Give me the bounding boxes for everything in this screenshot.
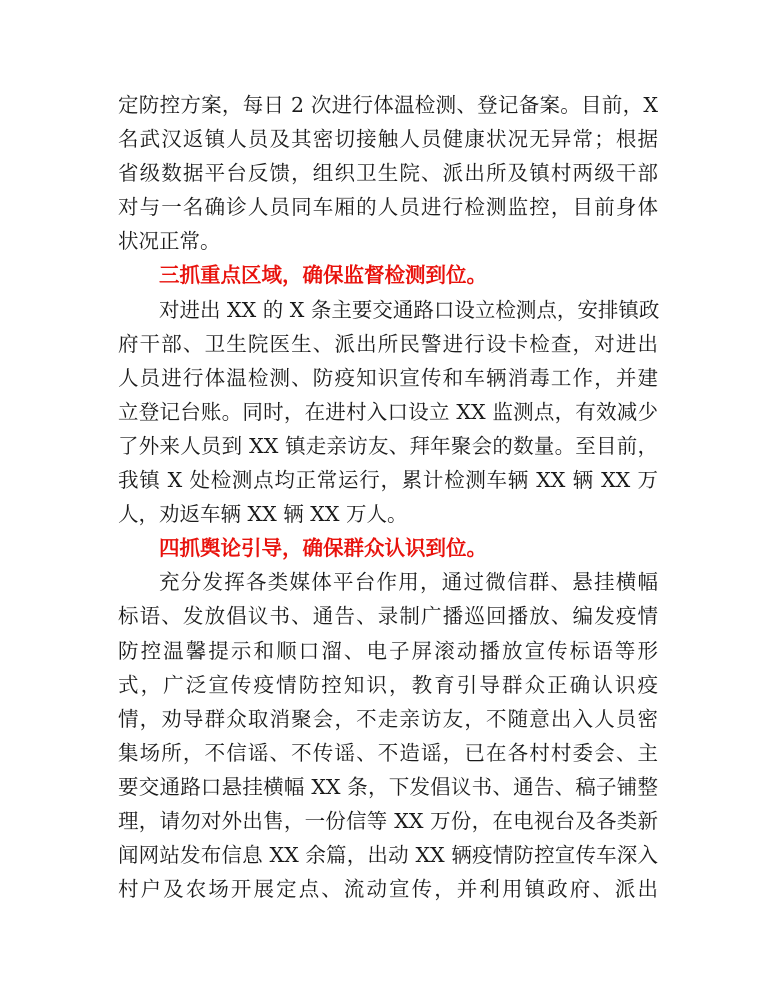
paragraph-line: 了外来人员到 XX 镇走亲访友、拜年聚会的数量。至目前， [118,433,658,458]
paragraph-line: 理，请勿对外出售，一份信等 XX 万份，在电视台及各类新 [118,808,658,833]
paragraph-line: 防控温馨提示和顺口溜、电子屏滚动播放宣传标语等形 [118,638,658,663]
paragraph-line: 府干部、卫生院医生、派出所民警进行设卡检查，对进出 [118,331,658,356]
paragraph-line: 村户及农场开展定点、流动宣传，并利用镇政府、派出 [118,877,658,902]
paragraph-line: 人，劝返车辆 XX 辆 XX 万人。 [118,502,408,527]
paragraph-line: 情，劝导群众取消聚会，不走亲访友，不随意出入人员密 [118,706,658,731]
paragraph-line: 闻网站发布信息 XX 余篇，出动 XX 辆疫情防控宣传车深入 [118,843,658,868]
document-body [118,88,658,906]
paragraph-line: 省级数据平台反馈，组织卫生院、派出所及镇村两级干部 [118,161,658,186]
section-heading-4: 四抓舆论引导，确保群众认识到位。 [159,536,487,561]
paragraph-line: 名武汉返镇人员及其密切接触人员健康状况无异常；根据 [118,127,658,152]
paragraph-line: 立登记台账。同时，在进村入口设立 XX 监测点，有效减少 [118,399,658,424]
paragraph-line: 要交通路口悬挂横幅 XX 条，下发倡议书、通告、稿子铺整 [118,774,658,799]
paragraph-line: 状况正常。 [118,229,221,254]
paragraph-line: 式，广泛宣传疫情防控知识，教育引导群众正确认识疫 [118,672,658,697]
section-heading-3: 三抓重点区域，确保监督检测到位。 [159,263,487,288]
paragraph-line: 我镇 X 处检测点均正常运行，累计检测车辆 XX 辆 XX 万 [118,468,658,493]
paragraph-line: 对与一名确诊人员同车厢的人员进行检测监控，目前身体 [118,195,658,220]
paragraph-line: 标语、发放倡议书、通告、录制广播巡回播放、编发疫情 [118,604,658,629]
paragraph-1 [118,88,658,258]
paragraph-line: 定防控方案，每日 2 次进行体温检测、登记备案。目前，X [118,93,658,117]
paragraph-line: 集场所，不信谣、不传谣、不造谣，已在各村村委会、主 [118,740,658,765]
paragraph-line: 充分发挥各类媒体平台作用，通过微信群、悬挂横幅 [159,570,658,595]
paragraph-2 [118,293,658,532]
paragraph-3 [118,565,658,906]
paragraph-line: 人员进行体温检测、防疫知识宣传和车辆消毒工作，并建 [118,365,658,390]
paragraph-line: 对进出 XX 的 X 条主要交通路口设立检测点，安排镇政 [159,297,660,322]
